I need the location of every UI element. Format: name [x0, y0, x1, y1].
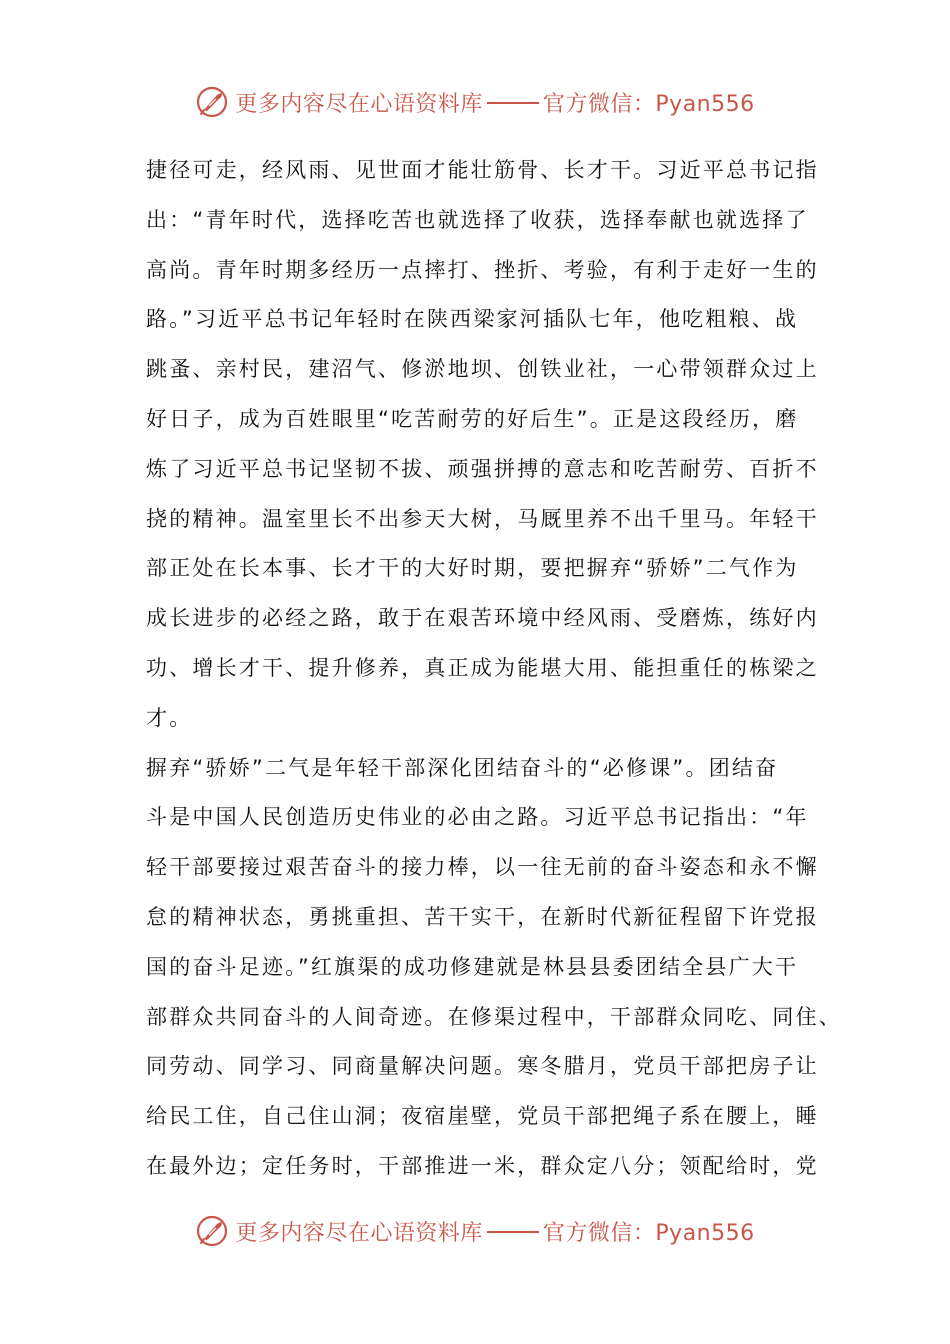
text-line: 给民工住，自己住山洞；夜宿崖壁，党员干部把绳子系在腰上，睡	[146, 1104, 819, 1129]
quill-pen-logo-icon	[195, 85, 229, 119]
text-line: 捷径可走，经风雨、见世面才能壮筋骨、长才干。习近平总书记指	[146, 158, 819, 182]
text-line: 好日子，成为百姓眼里“吃苦耐劳的好后生”。正是这段经历，磨	[146, 406, 799, 431]
text-line: 成长进步的必经之路，敢于在艰苦环境中经风雨、受磨炼，练好内	[146, 606, 819, 631]
text-line: 同劳动、同学习、同商量解决问题。寒冬腊月，党员干部把房子让	[146, 1054, 819, 1079]
text-line: 轻干部要接过艰苦奋斗的接力棒，以一往无前的奋斗姿态和永不懈	[146, 855, 819, 880]
banner-content	[195, 1214, 754, 1248]
banner-content	[195, 85, 754, 119]
text-line: 斗是中国人民创造历史伟业的必由之路。习近平总书记指出：“年	[146, 805, 809, 830]
banner-text	[235, 1216, 754, 1247]
banner-text	[235, 87, 754, 118]
banner-wechat-text: 官方微信：Pyan556	[542, 1220, 755, 1246]
text-line: 功、增长才干、提升修养，真正成为能堪大用、能担重任的栋梁之	[146, 655, 819, 680]
text-line: 部正处在长本事、长才干的大好时期，要把摒弃“骄娇”二气作为	[146, 556, 799, 581]
text-line: 才。	[146, 705, 193, 730]
banner-main-text: 更多内容尽在心语资料库	[235, 91, 483, 117]
text-line: 出：“青年时代，选择吃苦也就选择了收获，选择奉献也就选择了	[146, 207, 809, 232]
banner-main-text: 更多内容尽在心语资料库	[235, 1220, 483, 1246]
text-line: 跳蚤、亲村民，建沼气、修淤地坝、创铁业社，一心带领群众过上	[146, 357, 819, 382]
banner-wechat-text: 官方微信：Pyan556	[542, 91, 755, 117]
header-banner	[0, 82, 950, 122]
text-line: 炼了习近平总书记坚韧不拔、顽强拼搏的意志和吃苦耐劳、百折不	[146, 456, 819, 481]
banner-separator	[487, 1231, 539, 1233]
text-line: 路。”习近平总书记年轻时在陕西梁家河插队七年，他吃粗粮、战	[146, 307, 799, 332]
banner-separator	[487, 102, 539, 104]
document-body	[146, 146, 842, 1192]
quill-pen-logo-icon	[195, 1214, 229, 1248]
text-line: 摒弃“骄娇”二气是年轻干部深化团结奋斗的“必修课”。团结奋	[146, 755, 779, 780]
footer-banner	[0, 1211, 950, 1251]
text-line: 国的奋斗足迹。”红旗渠的成功修建就是林县县委团结全县广大干	[146, 954, 799, 979]
text-line: 挠的精神。温室里长不出参天大树，马厩里养不出千里马。年轻干	[146, 506, 819, 531]
text-line: 在最外边；定任务时，干部推进一米，群众定八分；领配给时，党	[146, 1153, 819, 1178]
text-line: 部群众共同奋斗的人间奇迹。在修渠过程中，干部群众同吃、同住、	[146, 1004, 842, 1029]
text-line: 怠的精神状态，勇挑重担、苦干实干，在新时代新征程留下许党报	[146, 904, 819, 929]
text-line: 高尚。青年时期多经历一点摔打、挫折、考验，有利于走好一生的	[146, 257, 819, 282]
